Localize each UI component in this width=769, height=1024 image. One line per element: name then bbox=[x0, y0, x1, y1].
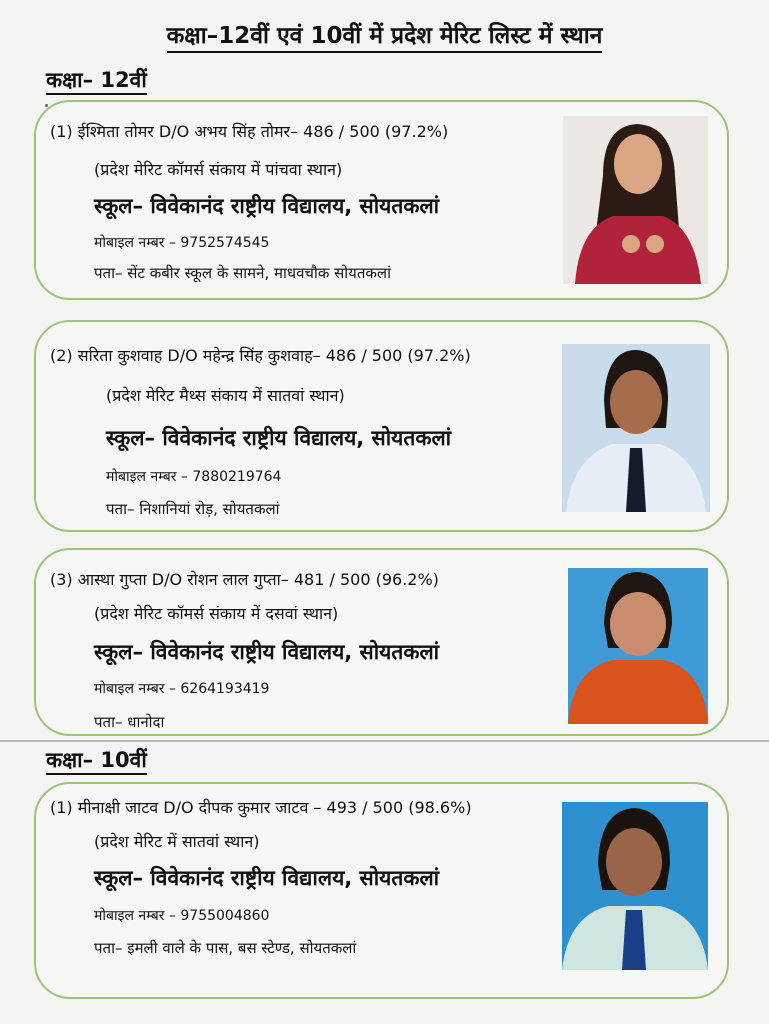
mobile-number: मोबाइल नम्बर – 9752574545 bbox=[94, 235, 270, 251]
mobile-number: मोबाइल नम्बर – 6264193419 bbox=[94, 681, 270, 697]
student-card bbox=[34, 548, 729, 736]
merit-rank: (प्रदेश मेरिट मैथ्स संकाय में सातवां स्थान) bbox=[106, 386, 345, 405]
student-photo-graphic bbox=[562, 802, 708, 970]
student-name-score: (2) सरिता कुशवाह D/O महेन्द्र सिंह कुशवाह– 486 / 500 (97.2%) bbox=[50, 346, 471, 365]
section-heading-class-10 bbox=[46, 746, 147, 774]
merit-rank: (प्रदेश मेरिट में सातवां स्थान) bbox=[94, 832, 260, 851]
address: पता– निशानियां रोड़, सोयतकलां bbox=[106, 500, 280, 518]
page-title bbox=[0, 18, 769, 50]
student-card bbox=[34, 782, 729, 999]
address: पता– धानोदा bbox=[94, 713, 165, 731]
student-photo bbox=[562, 802, 708, 970]
section-divider bbox=[0, 740, 769, 742]
address: पता– सेंट कबीर स्कूल के सामने, माधवचौक सोयतकलां bbox=[94, 264, 391, 282]
student-photo bbox=[568, 568, 708, 724]
student-photo-graphic bbox=[562, 344, 710, 512]
student-card bbox=[34, 320, 729, 532]
school-name: स्कूल– विवेकानंद राष्ट्रीय विद्यालय, सोयतकलां bbox=[94, 866, 440, 890]
merit-rank: (प्रदेश मेरिट कॉमर्स संकाय में पांचवा स्थान) bbox=[94, 160, 343, 179]
merit-rank: (प्रदेश मेरिट कॉमर्स संकाय में दसवां स्थान) bbox=[94, 604, 339, 623]
student-photo bbox=[563, 116, 708, 284]
school-name: स्कूल– विवेकानंद राष्ट्रीय विद्यालय, सोयतकलां bbox=[94, 640, 440, 664]
school-name: स्कूल– विवेकानंद राष्ट्रीय विद्यालय, सोयतकलां bbox=[106, 426, 452, 450]
student-name-score: (1) ईश्मिता तोमर D/O अभय सिंह तोमर– 486 / 500 (97.2%) bbox=[50, 122, 449, 141]
student-name-score: (3) आस्था गुप्ता D/O रोशन लाल गुप्ता– 481 / 500 (96.2%) bbox=[50, 570, 439, 589]
mobile-number: मोबाइल नम्बर – 9755004860 bbox=[94, 908, 270, 924]
student-card bbox=[34, 100, 729, 300]
student-photo bbox=[562, 344, 710, 512]
mobile-number: मोबाइल नम्बर – 7880219764 bbox=[106, 469, 282, 485]
section-heading-text: कक्षा– 10वीं bbox=[46, 748, 147, 775]
section-heading-text: कक्षा– 12वीं bbox=[46, 68, 147, 95]
page-title-text: कक्षा–12वीं एवं 10वीं में प्रदेश मेरिट लिस्ट में स्थान bbox=[167, 23, 603, 53]
address: पता– इमली वाले के पास, बस स्टेण्ड, सोयतकलां bbox=[94, 939, 357, 957]
student-photo-graphic bbox=[563, 116, 708, 284]
section-heading-class-12 bbox=[46, 66, 147, 94]
student-name-score: (1) मीनाक्षी जाटव D/O दीपक कुमार जाटव – 493 / 500 (98.6%) bbox=[50, 798, 472, 817]
student-photo-graphic bbox=[568, 568, 708, 724]
school-name: स्कूल– विवेकानंद राष्ट्रीय विद्यालय, सोयतकलां bbox=[94, 194, 440, 218]
